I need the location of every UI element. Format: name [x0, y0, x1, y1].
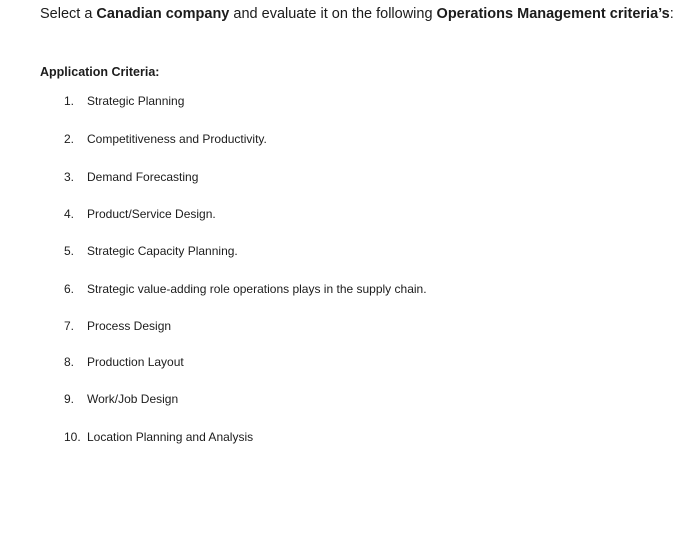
criteria-item-text: Location Planning and Analysis: [87, 430, 254, 444]
criteria-item-text: Process Design: [87, 319, 172, 333]
instruction-part-2: and evaluate it on the following: [229, 6, 437, 22]
criteria-item-number: 10.: [64, 430, 81, 444]
criteria-item: [64, 169, 198, 185]
criteria-item: [64, 131, 267, 147]
criteria-item: [64, 243, 238, 259]
criteria-item-text: Demand Forecasting: [87, 170, 199, 184]
criteria-item-number: 2.: [64, 132, 75, 146]
criteria-item-number: 1.: [64, 94, 75, 108]
criteria-item-text: Work/Job Design: [87, 392, 179, 406]
criteria-item-text: Product/Service Design.: [87, 207, 216, 221]
criteria-item: [64, 93, 184, 109]
criteria-item-number: 8.: [64, 355, 75, 369]
criteria-item-number: 4.: [64, 207, 75, 221]
criteria-item: [64, 281, 427, 297]
criteria-item-text: Competitiveness and Productivity.: [87, 132, 267, 146]
criteria-item: [64, 354, 184, 370]
criteria-heading: Application Criteria:: [40, 65, 160, 79]
criteria-item: [64, 391, 178, 407]
criteria-item-number: 3.: [64, 170, 75, 184]
criteria-item: [64, 206, 216, 222]
criteria-item: [64, 429, 253, 445]
criteria-item-text: Strategic Planning: [87, 94, 185, 108]
instruction-emphasis-company: Canadian company: [96, 6, 230, 22]
criteria-item-text: Strategic Capacity Planning.: [87, 244, 238, 258]
criteria-item-number: 9.: [64, 392, 75, 406]
criteria-item-number: 6.: [64, 282, 75, 296]
instruction-text: [40, 4, 674, 24]
criteria-item-text: Production Layout: [87, 355, 184, 369]
instruction-part-1: Select a: [40, 6, 97, 22]
criteria-item: [64, 318, 171, 334]
criteria-item-text: Strategic value-adding role operations plays in the supply chain.: [87, 282, 427, 296]
criteria-item-number: 5.: [64, 244, 75, 258]
instruction-part-3: :: [669, 6, 674, 22]
criteria-item-number: 7.: [64, 319, 75, 333]
instruction-emphasis-criteria: Operations Management criteria’s: [436, 6, 670, 22]
